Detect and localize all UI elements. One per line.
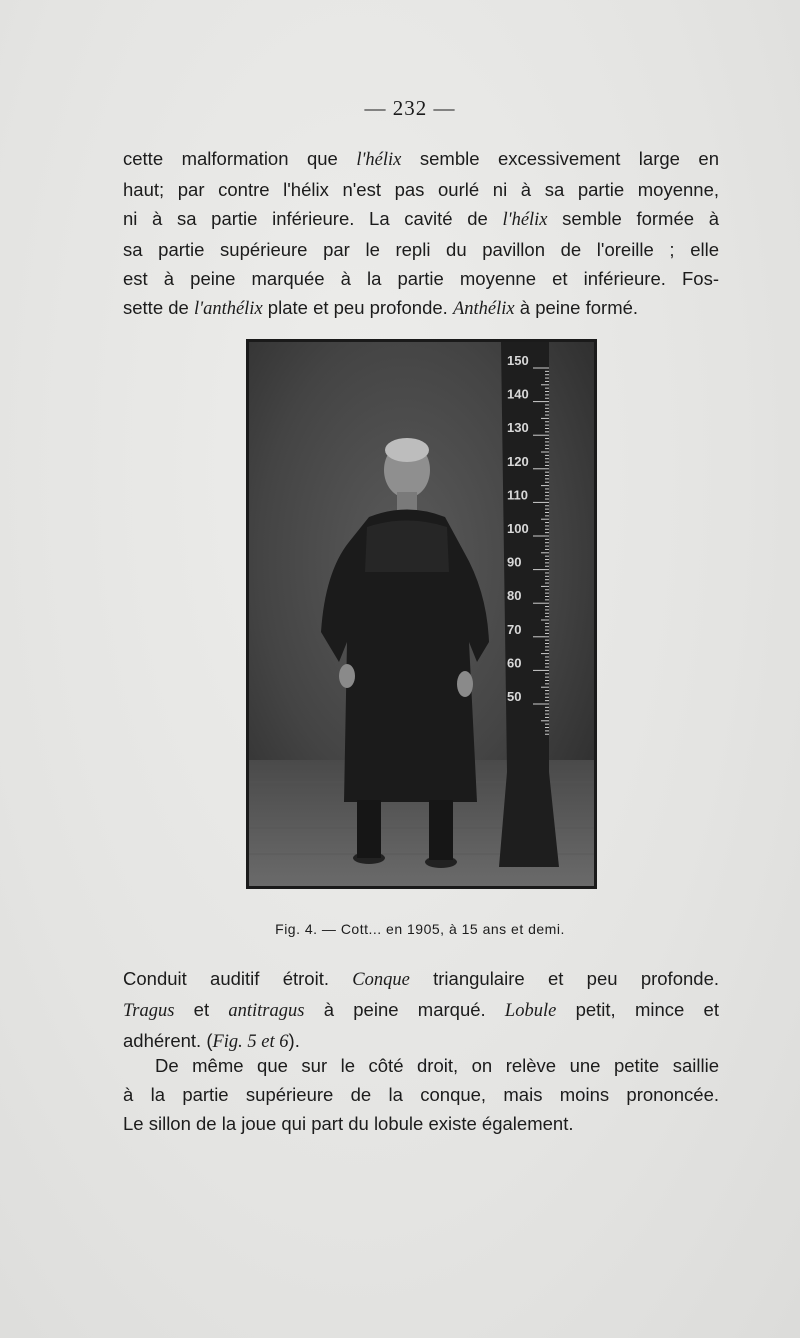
scale-label: 60 (507, 655, 522, 671)
text-line: adhérent. (Fig. 5 et 6). (123, 1030, 300, 1052)
paragraph-1 (123, 144, 719, 324)
text-line: cette malformation que l'hélix semble excessivement large en (123, 148, 719, 170)
text-line: à la partie supérieure de la conque, mais moins prononcée. (123, 1084, 719, 1105)
scale-label: 100 (507, 521, 529, 536)
text-line: Le sillon de la joue qui part du lobule existe également. (123, 1113, 574, 1134)
scale-label: 120 (507, 453, 529, 469)
scale-label: 140 (507, 386, 529, 402)
paragraph-3 (123, 1051, 719, 1138)
page-number: — 232 — (364, 96, 456, 120)
scale-label: 70 (507, 621, 522, 637)
text-line: sa partie supérieure par le repli du pavillon de l'oreille ; elle (123, 239, 719, 260)
scale-label: 150 (507, 353, 529, 368)
text-line: ni à sa partie inférieure. La cavité de l'hélix semble formée à (123, 208, 719, 230)
scale-label: 50 (507, 689, 522, 704)
scale-label: 130 (507, 420, 529, 436)
scale-label: 90 (507, 554, 522, 570)
scale-label: 80 (507, 588, 522, 604)
text-line: Tragus et antitragus à peine marqué. Lobule petit, mince et (123, 999, 719, 1021)
text-line: haut; par contre l'hélix n'est pas ourlé ni à sa partie moyenne, (123, 179, 719, 200)
figure-caption: Fig. 4. — Cott... en 1905, à 15 ans et demi. (275, 921, 565, 937)
text-line: est à peine marquée à la partie moyenne et inférieure. Fos- (123, 268, 719, 289)
photograph-image (249, 342, 594, 886)
text-line: De même que sur le côté droit, on relève une petite saillie (155, 1055, 719, 1076)
photograph-figure (246, 339, 597, 889)
text-line: Conduit auditif étroit. Conque triangulaire et peu profonde. (123, 968, 719, 990)
text-line: sette de l'anthélix plate et peu profonde. Anthélix à peine formé. (123, 297, 639, 319)
paragraph-2 (123, 964, 719, 1057)
scale-label: 110 (507, 487, 528, 503)
